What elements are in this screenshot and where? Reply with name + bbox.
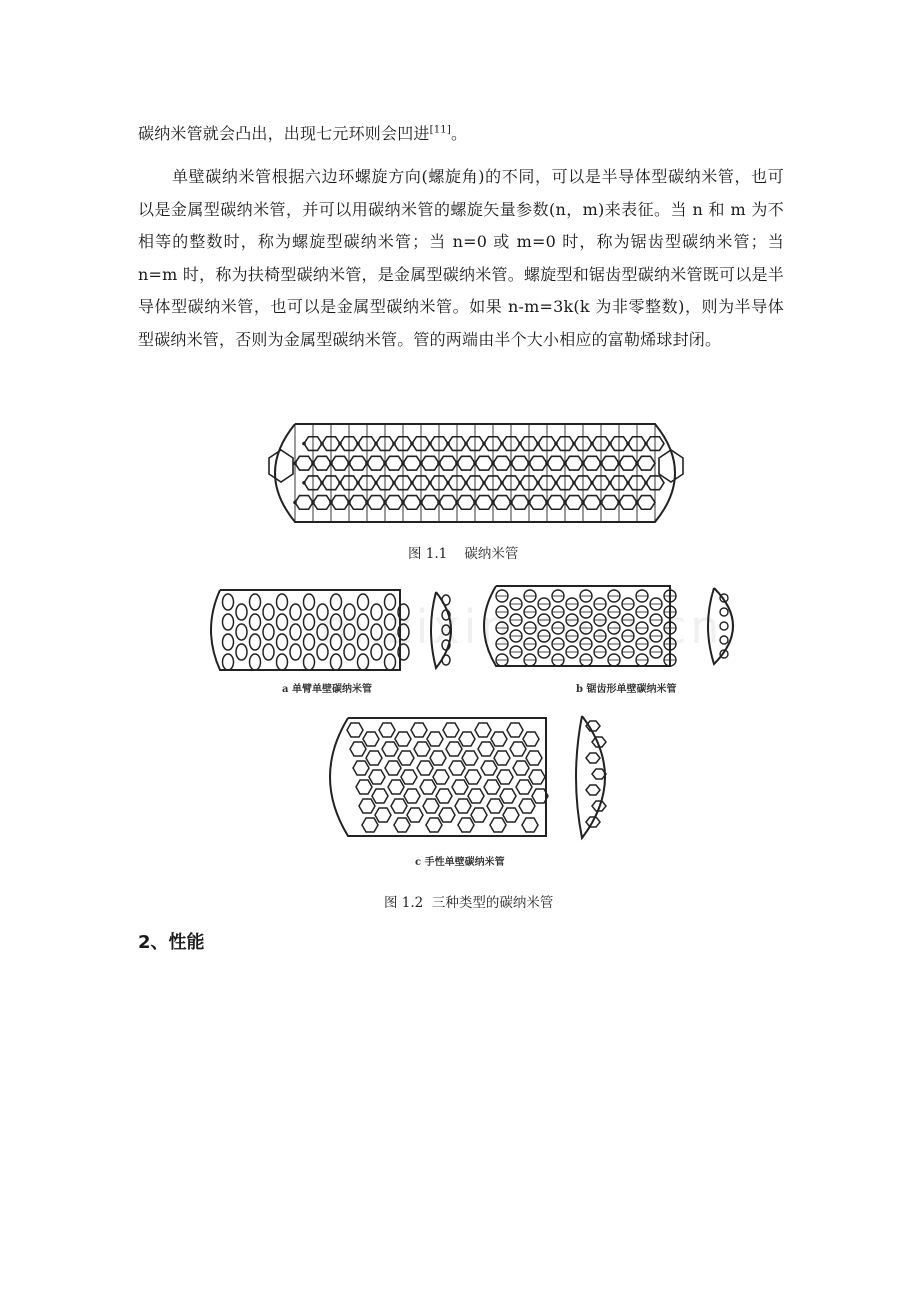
- figure-1-1-nanotube-image: [255, 418, 695, 528]
- citation-ref: [11]: [429, 124, 451, 136]
- section-heading: 2、性能: [138, 932, 205, 953]
- watermark-text: m.zixin.com.cn: [320, 600, 724, 654]
- paragraph-1-text: 碳纳米管就会凸出，出现七元环则会凹进: [138, 124, 430, 143]
- figure-1-1-caption: 图 1.1 碳纳米管: [408, 546, 519, 562]
- figure-1-2a-label: a 单臂单壁碳纳米管: [282, 684, 372, 695]
- figure-1-2-caption: 图 1.2 三种类型的碳纳米管: [384, 895, 554, 911]
- paragraph-continuation: [138, 118, 784, 151]
- figure-1-2b-label: b 锯齿形单壁碳纳米管: [576, 684, 677, 695]
- figure-1-2c-label: c 手性单壁碳纳米管: [415, 857, 505, 868]
- figure-1-2c-chiral-image: [320, 710, 630, 845]
- paragraph-chirality: 单壁碳纳米管根据六边环螺旋方向(螺旋角)的不同，可以是半导体型碳纳米管，也可以是金属型碳纳米管，并可以用碳纳米管的螺旋矢量参数(n，m)来表征。当 n 和 m 为不相等的整数时，称为螺旋型碳纳米管；当 n=0 或 m=0 时，称为锯齿型碳纳米管；当 n=m 时，称为扶椅型碳纳米管，是金属型碳纳米管。螺旋型和锯齿型碳纳米管既可以是半导体型碳纳米管，也可以是金属型碳纳米管。如果 n-m=3k(k 为非零整数)，则为半导体型碳纳米管，否则为金属型碳纳米管。管的两端由半个大小相应的富勒烯球封闭。: [138, 167, 784, 349]
- paragraph-1-tail: 。: [450, 124, 468, 143]
